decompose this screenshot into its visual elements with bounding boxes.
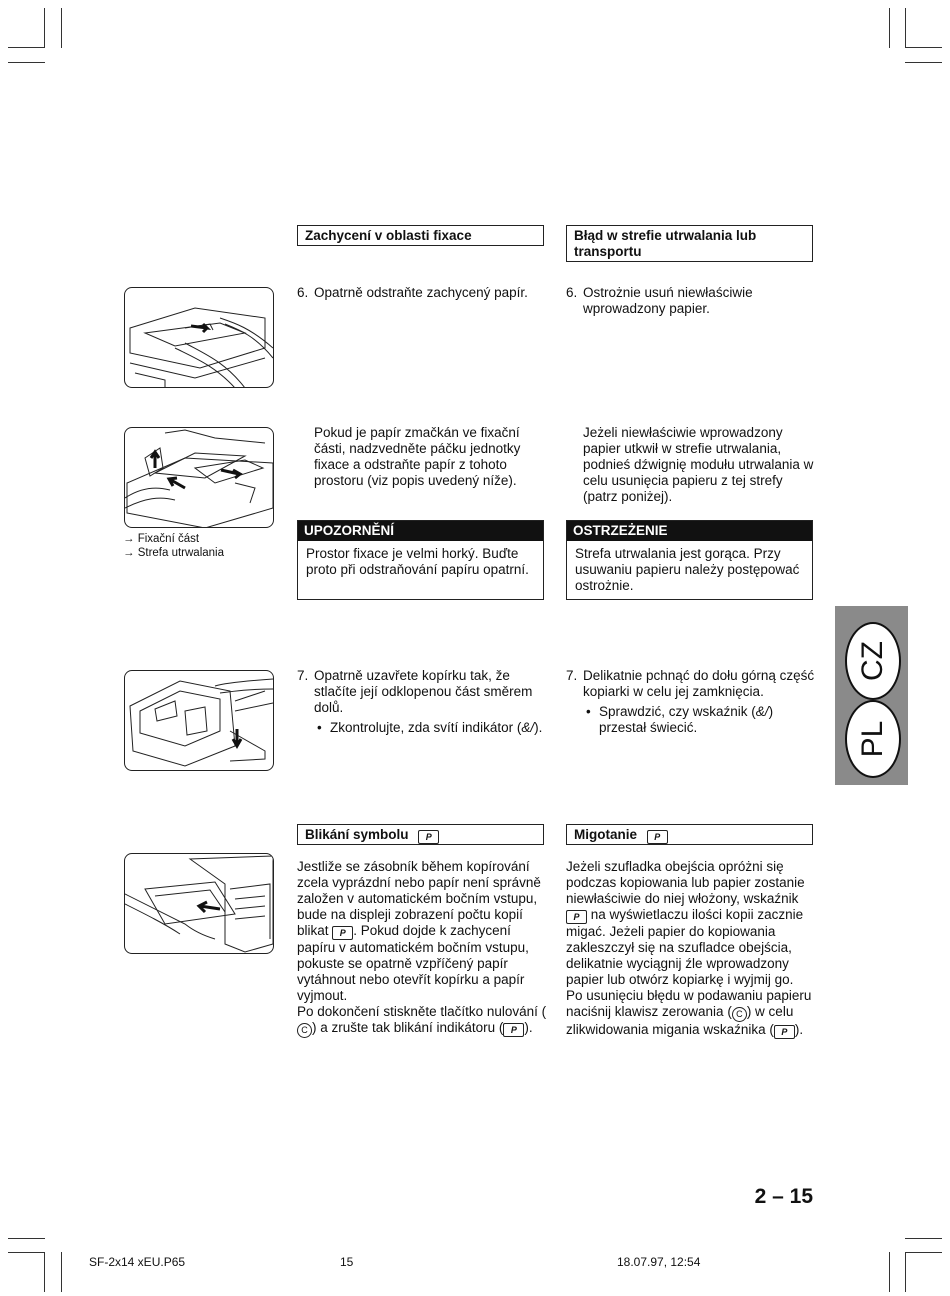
crop-mark bbox=[44, 1252, 45, 1292]
crop-mark bbox=[889, 8, 890, 48]
illustration-bypass-tray bbox=[124, 853, 274, 954]
clear-key-icon: C bbox=[732, 1007, 747, 1022]
warning-box-pl bbox=[566, 520, 813, 600]
text-segment: ). bbox=[794, 1022, 804, 1037]
paper-symbol-icon: P bbox=[566, 910, 587, 924]
step-6-cz bbox=[297, 285, 547, 301]
section-title-pl: Błąd w strefie utrwalania lub transportu bbox=[566, 225, 813, 262]
step-7-cz bbox=[297, 668, 547, 736]
footer-date: 18.07.97, 12:54 bbox=[617, 1255, 701, 1269]
step-number: 7. bbox=[297, 668, 309, 683]
misfeed-indicator-icon: &/ bbox=[755, 704, 769, 719]
language-badge-pl bbox=[845, 700, 901, 778]
bullet-text-end: ). bbox=[534, 720, 543, 735]
step-text: Delikatnie pchnąć do dołu górną część kopiarki w celu jej zamknięcia. bbox=[583, 668, 815, 699]
crop-mark bbox=[905, 47, 942, 48]
crop-mark bbox=[8, 62, 45, 63]
bullet-item bbox=[314, 720, 547, 736]
illustration-remove-paper bbox=[124, 287, 274, 388]
warning-title: OSTRZEŻENIE bbox=[567, 521, 812, 541]
text-segment: Po usunięciu błędu w podawaniu papieru naciśnij klawisz zerowania ( bbox=[566, 988, 812, 1019]
crop-mark bbox=[905, 8, 906, 48]
text-segment: ) w celu zlikwidowania migania wskaźnika ( bbox=[566, 1004, 794, 1037]
language-code: CZ bbox=[856, 641, 889, 681]
caption-cz-text: Fixační část bbox=[137, 533, 200, 545]
crop-mark bbox=[905, 62, 942, 63]
arrow-icon: → bbox=[123, 533, 135, 545]
section-title-text: Blikání symbolu bbox=[305, 827, 409, 842]
step-text: Ostrożnie usuń niewłaściwie wprowadzony papier. bbox=[583, 285, 753, 316]
step-number: 6. bbox=[297, 285, 309, 300]
illustration-fusing-lever bbox=[124, 427, 274, 528]
warning-text: Strefa utrwalania jest gorąca. Przy usuwaniu papieru należy postępować ostrożnie. bbox=[575, 546, 800, 593]
clear-key-icon: C bbox=[297, 1023, 312, 1038]
section-title-blink-cz bbox=[297, 824, 544, 845]
language-code: PL bbox=[856, 720, 889, 758]
text-segment: Po dokončení stiskněte tlačítko nulování ( bbox=[297, 1004, 547, 1019]
text-segment: Jestliže se zásobník během kopírování zcela vyprázdní nebo papír není správně založen v automatickém bočním vstupu, bude na displeji zobrazení počtu kopií blikat bbox=[297, 859, 541, 938]
arrow-icon: → bbox=[123, 547, 135, 559]
section-title-text: Migotanie bbox=[574, 827, 637, 842]
text-segment: . Pokud dojde k zachycení papíru v automatickém bočním vstupu, pokuste se opatrně vzpříčený papír vytáhnout nebo otevřít kopírku a papír vyjmout. bbox=[297, 923, 529, 1003]
crop-mark bbox=[905, 1238, 942, 1239]
paper-symbol-icon: P bbox=[332, 926, 353, 940]
warning-title: UPOZORNĚNÍ bbox=[298, 521, 543, 541]
page-number: 2 – 15 bbox=[754, 1185, 813, 1208]
crop-mark bbox=[905, 1252, 942, 1253]
section-title-cz: Zachycení v oblasti fixace bbox=[297, 225, 544, 246]
step-text: Opatrně odstraňte zachycený papír. bbox=[314, 285, 528, 300]
step-text: Opatrně uzavřete kopírku tak, že stlačíte její odklopenou část směrem dolů. bbox=[314, 668, 533, 715]
paragraph-fixation-cz: Pokud je papír zmačkán ve fixační části, nadzvedněte páčku jednotky fixace a odstraňte papír z tohoto prostoru (viz popis uvedený níže). bbox=[314, 425, 521, 488]
bullet-item bbox=[583, 704, 816, 736]
paragraph-blink-cz bbox=[297, 859, 549, 1038]
step-6-pl bbox=[566, 285, 816, 317]
footer-file: SF-2x14 xEU.P65 bbox=[89, 1255, 186, 1269]
paragraph-blink-pl bbox=[566, 859, 818, 1039]
bullet-icon: • bbox=[317, 720, 322, 735]
caption-pl bbox=[123, 546, 224, 560]
bullet-icon: • bbox=[586, 704, 591, 719]
text-segment: na wyświetlaczu ilości kopii zacznie migać. Jeżeli papier do kopiowania zakleszczył się na szufladce obejścia, delikatnie wyciągnij źle wprowadzony papier lub otwórz kopiarkę i wyjmij go. bbox=[566, 907, 804, 987]
footer-page: 15 bbox=[340, 1255, 354, 1269]
illustration-close-copier bbox=[124, 670, 274, 771]
warning-box-cz bbox=[297, 520, 544, 600]
step-number: 7. bbox=[566, 668, 578, 683]
text-segment: Jeżeli szufladka obejścia opróżni się podczas kopiowania lub papier zostanie niewłaściwie do niej włożony, wskaźnik bbox=[566, 859, 805, 906]
bullet-text: Zkontrolujte, zda svítí indikátor ( bbox=[330, 720, 522, 735]
crop-mark bbox=[44, 8, 45, 48]
crop-mark bbox=[61, 8, 62, 48]
section-title-blink-pl bbox=[566, 824, 813, 845]
crop-mark bbox=[8, 47, 45, 48]
bullet-text: Sprawdzić, czy wskaźnik ( bbox=[599, 704, 756, 719]
language-tab bbox=[835, 606, 908, 785]
paper-symbol-icon: P bbox=[774, 1025, 795, 1039]
crop-mark bbox=[8, 1238, 45, 1239]
misfeed-indicator-icon: &/ bbox=[521, 720, 535, 735]
figure-caption bbox=[123, 532, 224, 560]
paper-symbol-icon: P bbox=[647, 830, 668, 844]
paper-symbol-icon: P bbox=[503, 1023, 524, 1037]
crop-mark bbox=[8, 1252, 45, 1253]
language-badge-cz bbox=[845, 622, 901, 700]
step-number: 6. bbox=[566, 285, 578, 300]
text-segment: ) a zrušte tak blikání indikátoru ( bbox=[312, 1020, 504, 1035]
caption-cz bbox=[123, 532, 224, 546]
paragraph-fixation-pl: Jeżeli niewłaściwie wprowadzony papier utkwił w strefie utrwalania, podnieś dźwignię modułu utrwalania w celu usunięcia papieru z tej strefy (patrz poniżej). bbox=[583, 425, 814, 504]
crop-mark bbox=[905, 1252, 906, 1292]
step-7-pl bbox=[566, 668, 816, 736]
bullet-text-end: ) przestał świecić. bbox=[599, 704, 774, 735]
caption-pl-text: Strefa utrwalania bbox=[137, 547, 224, 559]
crop-mark bbox=[889, 1252, 890, 1292]
crop-mark bbox=[61, 1252, 62, 1292]
text-segment: ). bbox=[524, 1020, 533, 1035]
paper-symbol-icon: P bbox=[418, 830, 439, 844]
warning-text: Prostor fixace je velmi horký. Buďte proto při odstraňování papíru opatrní. bbox=[306, 546, 529, 577]
